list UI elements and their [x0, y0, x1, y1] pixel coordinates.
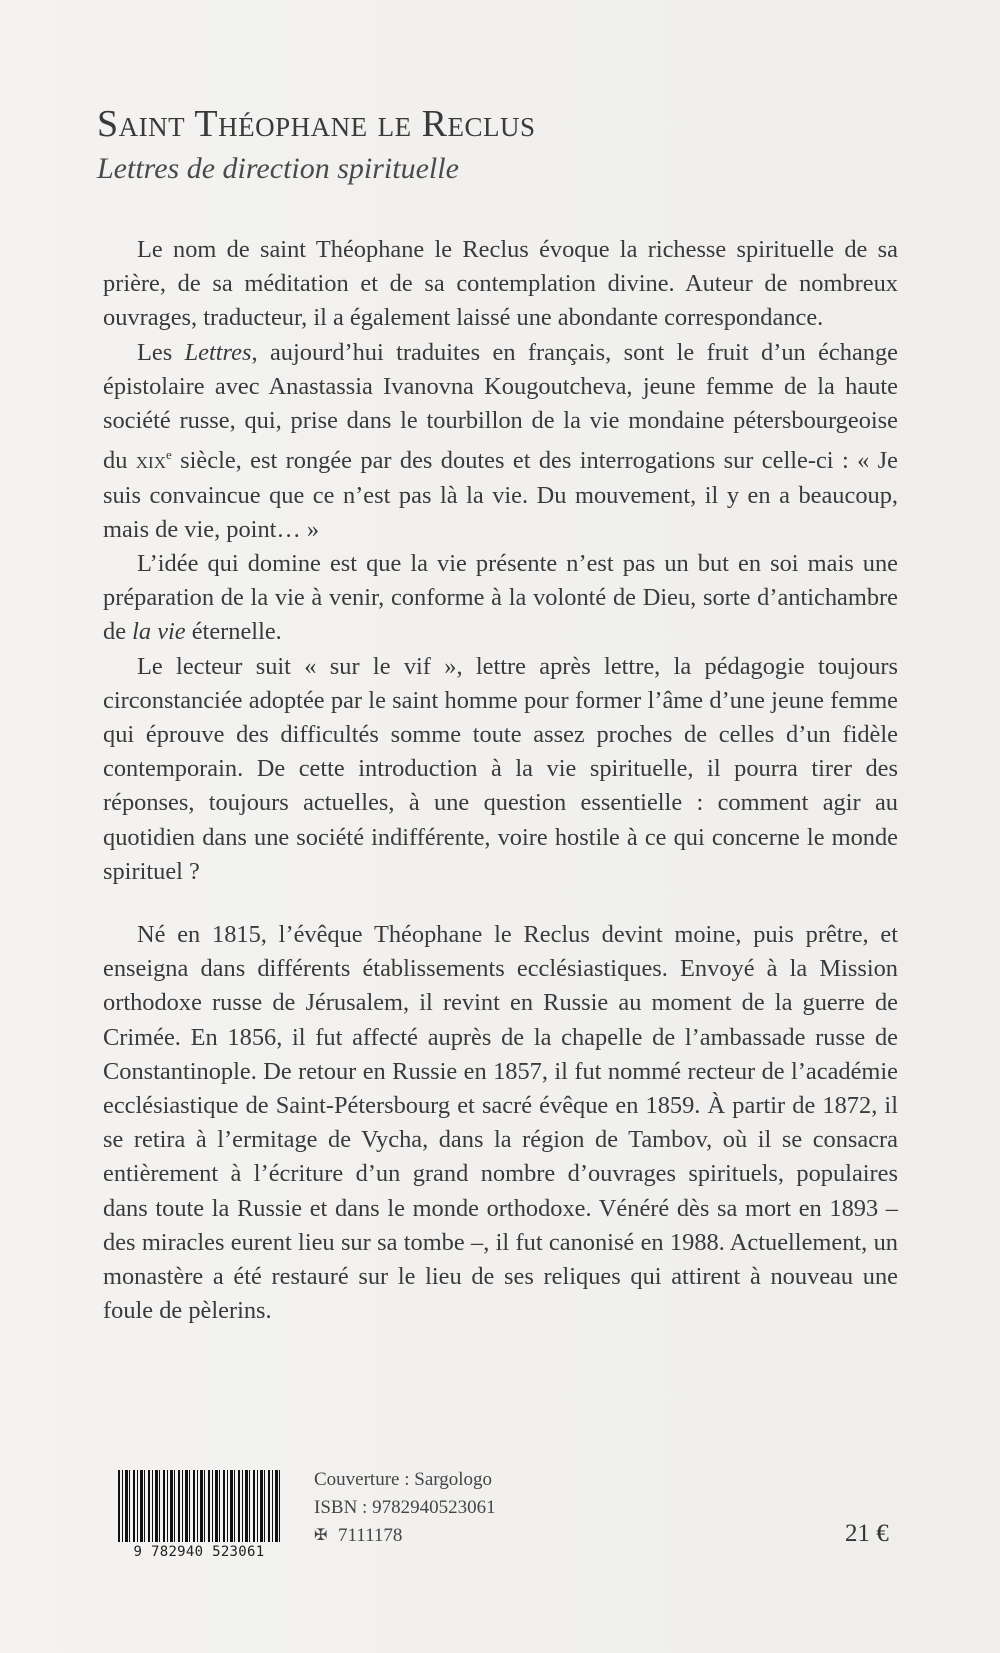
- cover-credit: Couverture : Sargologo: [314, 1469, 493, 1490]
- blurb-paragraph-1: Le nom de saint Théophane le Reclus évoque la richesse spirituelle de sa prière, de sa méditation et de sa contemplation divine. Auteur de nombreux ouvrages, traducteur, il a également laissé une abondante correspondance.: [103, 236, 898, 332]
- blurb-p2-century-sup: e: [166, 447, 172, 463]
- blurb-p2-end: siècle, est rongée par des doutes et des interrogations sur celle-ci : « Je suis convaincue que ce n’est pas là la vie. Du mouvement, il y en a beaucoup, mais de vie, point… »: [103, 447, 898, 543]
- blurb-p3-end: éternelle.: [185, 618, 282, 646]
- book-subtitle: Lettres de direction spirituelle: [97, 152, 459, 185]
- cross-emblem-icon: ✠: [314, 1527, 328, 1544]
- blurb-p2-start: Les: [137, 338, 185, 366]
- blurb-p3-start: L’idée qui domine est que la vie présente n’est pas un but en soi mais une préparation de la vie à venir, conforme à la volonté de Dieu, sorte d’antichambre de: [103, 549, 898, 646]
- blurb-paragraph-3: [103, 547, 898, 650]
- bio-paragraph: Né en 1815, l’évêque Théophane le Reclus devint moine, puis prêtre, et enseigna dans différents établissements ecclésiastiques. Envoyé à la Mission orthodoxe russe de Jérusalem, il revint en Russie au moment de la guerre de Crimée. En 1856, il fut affecté auprès de la chapelle de l’ambassade russe de Constantinople. De retour en Russie en 1857, il fut nommé recteur de l’académie ecclésiastique de Saint-Pétersbourg et sacré évêque en 1859. À partir de 1872, il se retira à l’ermitage de Vycha, dans la région de Tambov, où il se consacra entièrement à l’écriture d’un grand nombre d’ouvrages spirituels, populaires dans toute la Russie et dans le monde orthodoxe. Vénéré dès sa mort en 1893 – des miracles eurent lieu sur sa tombe –, il fut canonisé en 1988. Actuellement, un monastère a été restauré sur le lieu de ses reliques qui attirent à nouveau une foule de pèlerins.: [103, 921, 898, 1325]
- barcode-digits: 9 782940 523061: [133, 1544, 265, 1560]
- price: 21 €: [845, 1520, 889, 1547]
- publisher-code: 7111178: [338, 1525, 403, 1546]
- blurb-text: [103, 233, 898, 889]
- blurb-paragraph-4: Le lecteur suit « sur le vif », lettre après lettre, la pédagogie toujours circonstanciée adoptée par le saint homme pour former l’âme d’une jeune femme qui éprouve des difficultés somme toute assez proches de celles d’un fidèle contemporain. De cette introduction à la vie spirituelle, il pourra tirer des réponses, toujours actuelles, à une question essentielle : comment agir au quotidien dans une société indifférente, voire hostile à ce qui concerne le monde spirituel ?: [103, 652, 898, 885]
- book-title: Saint Théophane le Reclus: [97, 103, 536, 145]
- cover-footer: [0, 1470, 1000, 1590]
- author-biography: [103, 918, 898, 1328]
- blurb-p2-century: xix: [135, 447, 166, 475]
- blurb-p2-lettres: Lettres: [184, 338, 252, 366]
- publisher-line: [314, 1522, 496, 1550]
- blurb-p2-middle: , aujourd’hui traduites en français, sont le fruit d’un échange épistolaire avec Anastassia Ivanovna Kougoutcheva, jeune femme de la haute société russe, qui, prise dans le tourbillon de la vie mondaine pétersbourgeoise du: [103, 338, 898, 475]
- blurb-p3-la-vie: la vie: [132, 618, 186, 646]
- isbn-barcode: [114, 1470, 284, 1570]
- isbn-number: ISBN : 9782940523061: [314, 1497, 496, 1518]
- credits-block: [314, 1466, 496, 1550]
- blurb-paragraph-2: [103, 336, 898, 547]
- barcode-bars: [118, 1470, 280, 1542]
